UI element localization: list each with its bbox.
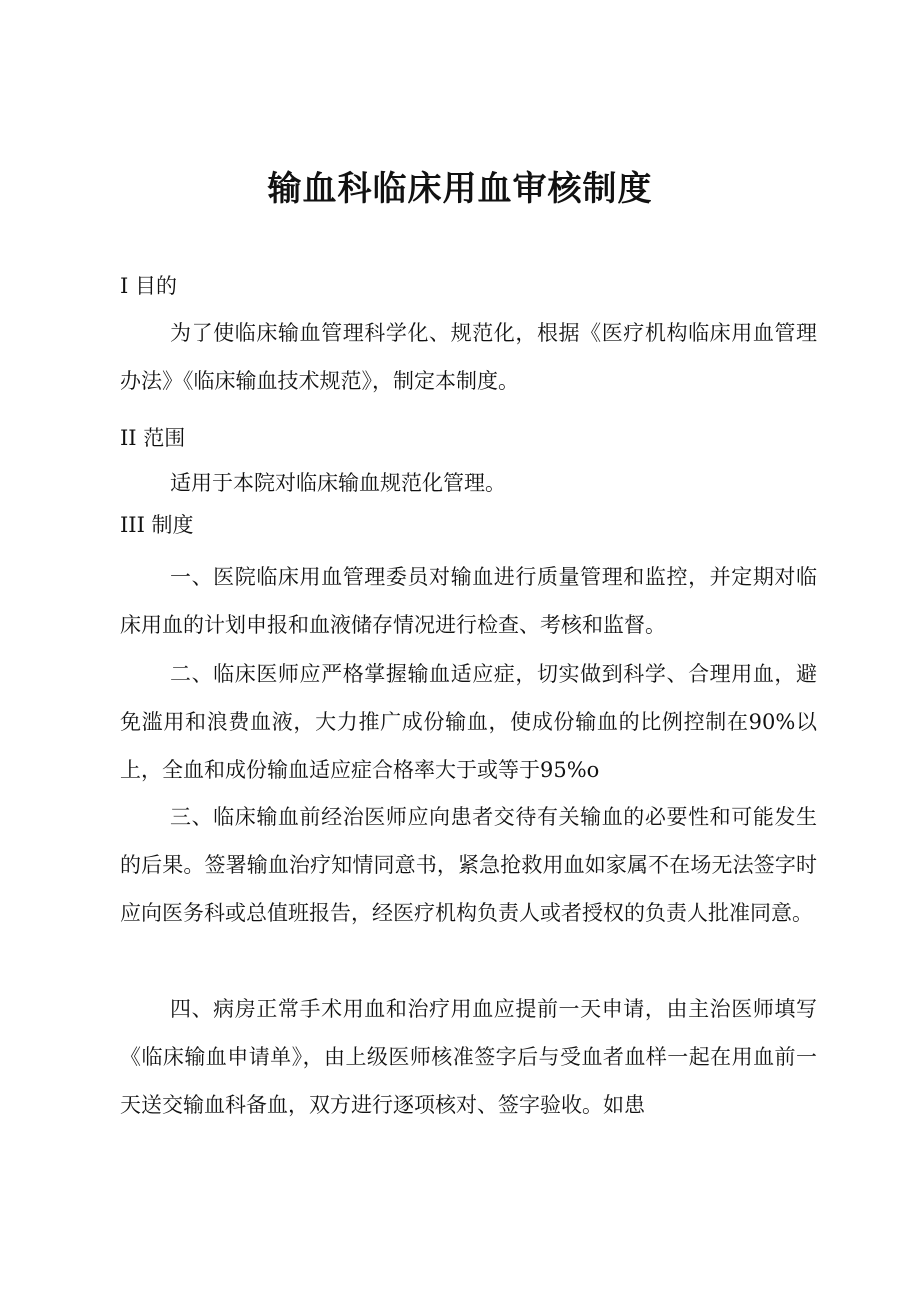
- section-paragraph-purpose: 为了使临床输血管理科学化、规范化，根据《医疗机构临床用血管理办法》《临床输血技术规范》，制定本制度。: [120, 321, 817, 393]
- policy-item-4: 四、病房正常手术用血和治疗用血应提前一天申请，由主治医师填写《临床输血申请单》，由上级医师核准签字后与受血者血样一起在用血前一天送交输血科备血，双方进行逐项核对、签字验收。如患: [120, 997, 817, 1117]
- section-heading-policy: III 制度: [120, 513, 194, 537]
- section-heading-purpose: I 目的: [120, 274, 177, 298]
- policy-item-1: 一、医院临床用血管理委员对输血进行质量管理和监控，并定期对临床用血的计划申报和血液储存情况进行检查、考核和监督。: [120, 565, 817, 637]
- document-title: 输血科临床用血审核制度: [267, 169, 653, 209]
- section-heading-scope: II 范围: [120, 426, 186, 450]
- policy-item-3: 三、临床输血前经治医师应向患者交待有关输血的必要性和可能发生的后果。签署输血治疗知情同意书，紧急抢救用血如家属不在场无法签字时应向医务科或总值班报告，经医疗机构负责人或者授权的负责人批准同意。: [120, 805, 817, 925]
- section-paragraph-scope: 适用于本院对临床输血规范化管理。: [170, 471, 506, 495]
- policy-item-2: 二、临床医师应严格掌握输血适应症，切实做到科学、合理用血，避免滥用和浪费血液，大力推广成份输血，使成份输血的比例控制在90%以上，全血和成份输血适应症合格率大于或等于95%o: [120, 662, 817, 782]
